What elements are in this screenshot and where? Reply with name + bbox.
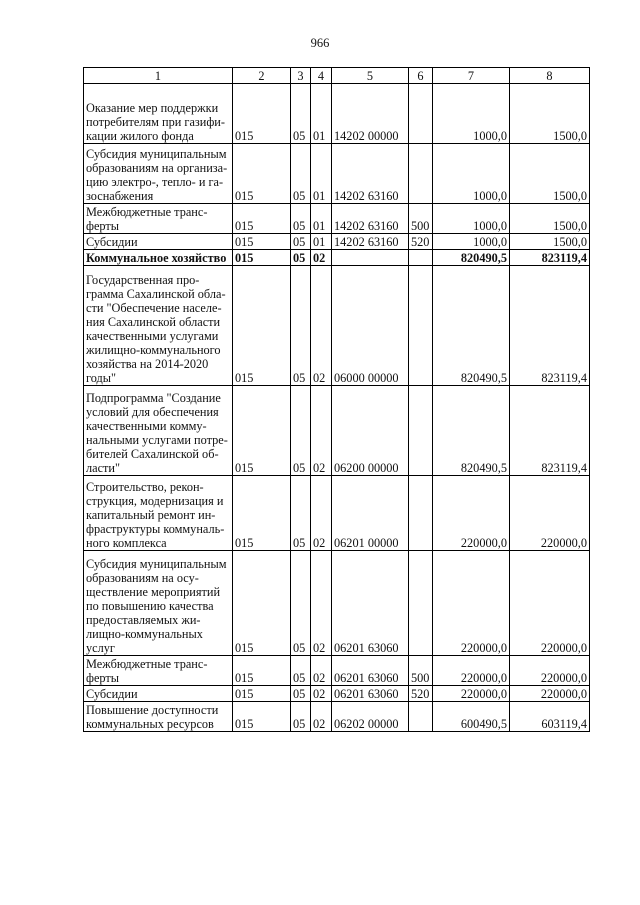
admin-code-cell: 015 <box>233 702 291 732</box>
budget-table <box>83 67 590 732</box>
subsection-cell: 02 <box>311 656 332 686</box>
table-row <box>84 386 590 476</box>
page-number: 966 <box>310 36 330 50</box>
section-cell: 05 <box>291 234 311 250</box>
row-name-cell: Субсидии <box>84 686 233 702</box>
row-name-cell: Государственная про- грамма Сахалинской обла- сти "Обеспечение населе- ния Сахалинской области качественными услугами жилищно-коммунального хозяйства на 2014-2020 годы" <box>84 266 233 386</box>
target-article-cell: 06201 63060 <box>332 686 409 702</box>
amount-year1-cell: 220000,0 <box>433 551 510 656</box>
expense-type-cell: 520 <box>409 234 433 250</box>
amount-year1-cell: 220000,0 <box>433 686 510 702</box>
section-cell: 05 <box>291 204 311 234</box>
subsection-cell: 02 <box>311 702 332 732</box>
amount-year2-cell: 1500,0 <box>510 144 590 204</box>
admin-code-cell: 015 <box>233 234 291 250</box>
expense-type-cell <box>409 386 433 476</box>
row-name-cell: Оказание мер поддержки потребителям при газифи- кации жилого фонда <box>84 84 233 144</box>
amount-year1-cell: 1000,0 <box>433 204 510 234</box>
table-row <box>84 234 590 250</box>
row-name-cell: Межбюджетные транс- ферты <box>84 656 233 686</box>
subsection-cell: 01 <box>311 234 332 250</box>
section-cell: 05 <box>291 686 311 702</box>
table-row <box>84 144 590 204</box>
target-article-cell: 06201 00000 <box>332 476 409 551</box>
amount-year2-cell: 220000,0 <box>510 476 590 551</box>
header-cell: 6 <box>409 68 433 84</box>
section-cell: 05 <box>291 476 311 551</box>
amount-year2-cell: 220000,0 <box>510 656 590 686</box>
expense-type-cell <box>409 551 433 656</box>
amount-year2-cell: 823119,4 <box>510 266 590 386</box>
target-article-cell <box>332 250 409 266</box>
row-name-cell: Субсидия муниципальным образованиям на организа- цию электро-, тепло- и га- зоснабжения <box>84 144 233 204</box>
target-article-cell: 14202 63160 <box>332 144 409 204</box>
expense-type-cell <box>409 266 433 386</box>
admin-code-cell: 015 <box>233 656 291 686</box>
row-name-cell: Субсидия муниципальным образованиям на осу- ществление мероприятий по повышению качества предоставляемых жи- лищно-коммунальных услуг <box>84 551 233 656</box>
target-article-cell: 06000 00000 <box>332 266 409 386</box>
section-cell: 05 <box>291 702 311 732</box>
table-row <box>84 702 590 732</box>
subsection-cell: 01 <box>311 144 332 204</box>
expense-type-cell <box>409 476 433 551</box>
table-row <box>84 250 590 266</box>
amount-year2-cell: 1500,0 <box>510 84 590 144</box>
subsection-cell: 02 <box>311 386 332 476</box>
table-row <box>84 204 590 234</box>
expense-type-cell <box>409 250 433 266</box>
subsection-cell: 02 <box>311 476 332 551</box>
section-cell: 05 <box>291 84 311 144</box>
expense-type-cell: 520 <box>409 686 433 702</box>
header-cell: 8 <box>510 68 590 84</box>
row-name-cell: Строительство, рекон- струкция, модернизация и капитальный ремонт ин- фраструктуры коммуналь- ного комплекса <box>84 476 233 551</box>
amount-year1-cell: 1000,0 <box>433 234 510 250</box>
header-cell: 5 <box>332 68 409 84</box>
section-cell: 05 <box>291 266 311 386</box>
table-row <box>84 551 590 656</box>
header-cell: 4 <box>311 68 332 84</box>
amount-year2-cell: 823119,4 <box>510 250 590 266</box>
amount-year1-cell: 820490,5 <box>433 386 510 476</box>
target-article-cell: 06201 63060 <box>332 551 409 656</box>
header-cell: 3 <box>291 68 311 84</box>
amount-year1-cell: 1000,0 <box>433 144 510 204</box>
amount-year2-cell: 823119,4 <box>510 386 590 476</box>
header-cell: 1 <box>84 68 233 84</box>
subsection-cell: 02 <box>311 266 332 386</box>
expense-type-cell: 500 <box>409 656 433 686</box>
target-article-cell: 06200 00000 <box>332 386 409 476</box>
subsection-cell: 01 <box>311 204 332 234</box>
target-article-cell: 14202 00000 <box>332 84 409 144</box>
table-row <box>84 476 590 551</box>
row-name-cell: Повышение доступности коммунальных ресурсов <box>84 702 233 732</box>
amount-year2-cell: 220000,0 <box>510 686 590 702</box>
amount-year1-cell: 1000,0 <box>433 84 510 144</box>
expense-type-cell <box>409 144 433 204</box>
admin-code-cell: 015 <box>233 266 291 386</box>
table-row <box>84 656 590 686</box>
row-name-cell: Межбюджетные транс- ферты <box>84 204 233 234</box>
table-header-row <box>84 68 590 84</box>
amount-year1-cell: 600490,5 <box>433 702 510 732</box>
subsection-cell: 02 <box>311 686 332 702</box>
subsection-cell: 02 <box>311 551 332 656</box>
section-cell: 05 <box>291 144 311 204</box>
admin-code-cell: 015 <box>233 250 291 266</box>
section-cell: 05 <box>291 551 311 656</box>
amount-year2-cell: 220000,0 <box>510 551 590 656</box>
amount-year1-cell: 820490,5 <box>433 250 510 266</box>
amount-year1-cell: 220000,0 <box>433 476 510 551</box>
section-cell: 05 <box>291 656 311 686</box>
admin-code-cell: 015 <box>233 144 291 204</box>
expense-type-cell <box>409 702 433 732</box>
amount-year1-cell: 820490,5 <box>433 266 510 386</box>
expense-type-cell <box>409 84 433 144</box>
admin-code-cell: 015 <box>233 204 291 234</box>
row-name-cell: Коммунальное хозяйство <box>84 250 233 266</box>
target-article-cell: 14202 63160 <box>332 234 409 250</box>
amount-year2-cell: 603119,4 <box>510 702 590 732</box>
table-row <box>84 686 590 702</box>
expense-type-cell: 500 <box>409 204 433 234</box>
table-row <box>84 84 590 144</box>
section-cell: 05 <box>291 386 311 476</box>
row-name-cell: Подпрограмма "Создание условий для обеспечения качественными комму- нальными услугами потре- бителей Сахалинской об- ласти" <box>84 386 233 476</box>
amount-year2-cell: 1500,0 <box>510 204 590 234</box>
amount-year2-cell: 1500,0 <box>510 234 590 250</box>
header-cell: 7 <box>433 68 510 84</box>
target-article-cell: 06201 63060 <box>332 656 409 686</box>
section-cell: 05 <box>291 250 311 266</box>
admin-code-cell: 015 <box>233 476 291 551</box>
table-row <box>84 266 590 386</box>
header-cell: 2 <box>233 68 291 84</box>
admin-code-cell: 015 <box>233 84 291 144</box>
admin-code-cell: 015 <box>233 386 291 476</box>
target-article-cell: 06202 00000 <box>332 702 409 732</box>
row-name-cell: Субсидии <box>84 234 233 250</box>
admin-code-cell: 015 <box>233 686 291 702</box>
target-article-cell: 14202 63160 <box>332 204 409 234</box>
admin-code-cell: 015 <box>233 551 291 656</box>
subsection-cell: 02 <box>311 250 332 266</box>
subsection-cell: 01 <box>311 84 332 144</box>
amount-year1-cell: 220000,0 <box>433 656 510 686</box>
